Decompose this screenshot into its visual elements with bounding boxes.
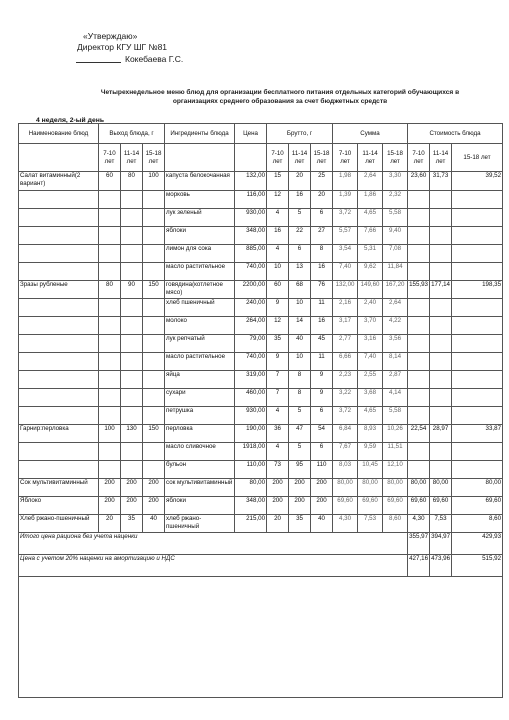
ingredient-gross: 10 [267,263,289,281]
ingredient-price: 885,00 [235,245,267,263]
ingredient-sum: 10,45 [358,461,383,479]
ingredient-gross: 200 [289,497,311,515]
table-row [19,209,503,227]
ingredient-name: яблоки [165,497,235,515]
ingredient-gross: 16 [267,227,289,245]
dish-output: 200 [143,479,165,497]
empty-area [19,577,503,698]
ingredient-sum: 7,40 [333,263,358,281]
ingredient-gross: 36 [267,425,289,443]
ingredient-sum: 11,51 [383,443,408,461]
total-value: 355,97 [408,533,430,555]
dish-cost: 80,00 [452,479,503,497]
ingredient-sum: 4,22 [383,317,408,335]
ingredient-gross: 11 [311,299,333,317]
table-row [19,443,503,461]
ingredient-gross: 35 [267,335,289,353]
ingredient-sum: 5,58 [383,407,408,425]
dish-output: 200 [143,497,165,515]
table-row [19,461,503,479]
table-row [19,515,503,533]
ingredient-price: 240,00 [235,299,267,317]
total-markup-label: Цена с учетом 20% наценки на амортизацию и НДС [19,555,408,577]
ingredient-gross: 27 [311,227,333,245]
dish-name: Яблоко [19,497,99,515]
ingredient-price: 79,00 [235,335,267,353]
ingredient-price: 348,00 [235,227,267,245]
ingredient-sum: 8,03 [333,461,358,479]
signature-line [76,62,121,63]
col-sum: Сумма [333,124,408,144]
table-row [19,389,503,407]
ingredient-sum: 5,31 [358,245,383,263]
table-row [19,407,503,425]
ingredient-gross: 6 [311,407,333,425]
dish-cost: 177,14 [430,281,452,299]
ingredient-sum: 8,14 [383,353,408,371]
ingredient-name: лимон для сока [165,245,235,263]
ingredient-price: 116,00 [235,191,267,209]
ingredient-gross: 9 [267,299,289,317]
ingredient-price: 2200,00 [235,281,267,299]
total-label: Итого цена рациона без учета наценки [19,533,408,555]
ingredient-sum: 6,84 [333,425,358,443]
dish-output: 200 [99,497,121,515]
dish-output: 60 [99,172,121,191]
ingredient-gross: 9 [267,353,289,371]
ingredient-gross: 54 [311,425,333,443]
ingredient-sum: 4,65 [358,209,383,227]
ingredient-sum: 12,10 [383,461,408,479]
ingredient-gross: 10 [289,353,311,371]
ingredient-gross: 6 [311,209,333,227]
dish-cost: 28,97 [430,425,452,443]
ingredient-sum: 2,16 [333,299,358,317]
table-row [19,172,503,191]
dish-cost: 155,93 [408,281,430,299]
dish-output: 90 [121,281,143,299]
ingredient-gross: 4 [267,245,289,263]
ingredient-sum: 80,00 [358,479,383,497]
ingredient-sum: 69,60 [358,497,383,515]
table-row [19,191,503,209]
ingredient-gross: 7 [267,389,289,407]
ingredient-sum: 149,60 [358,281,383,299]
ingredient-sum: 5,57 [333,227,358,245]
dish-cost: 39,52 [452,172,503,191]
age-empty-1 [19,144,99,172]
ingredient-sum: 3,16 [358,335,383,353]
ingredient-sum: 9,59 [358,443,383,461]
age-out-3: 15-18 лет [143,144,165,172]
dish-name: Гарнир:перловка [19,425,99,443]
age-out-1: 7-10 лет [99,144,121,172]
ingredient-gross: 110 [311,461,333,479]
ingredient-name: хлеб ржано-пшеничный [165,515,235,533]
age-gross-1: 7-10 лет [267,144,289,172]
ingredient-sum: 132,00 [333,281,358,299]
ingredient-price: 110,00 [235,461,267,479]
col-name: Наименование блюд [19,124,99,144]
ingredient-name: хлеб пшеничный [165,299,235,317]
ingredient-gross: 73 [267,461,289,479]
dish-cost: 69,60 [430,497,452,515]
ingredient-price: 190,00 [235,425,267,443]
ingredient-sum: 167,20 [383,281,408,299]
ingredient-name: сухари [165,389,235,407]
ingredient-name: масло растительное [165,263,235,281]
dish-output: 150 [143,425,165,443]
ingredient-sum: 7,40 [358,353,383,371]
dish-output: 200 [121,497,143,515]
dish-output: 40 [143,515,165,533]
ingredient-price: 215,00 [235,515,267,533]
table-row [19,281,503,299]
table-row [19,425,503,443]
dish-cost: 4,30 [408,515,430,533]
ingredient-gross: 16 [289,191,311,209]
week-label: 4 неделя, 2-ый день [36,117,105,124]
ingredient-gross: 10 [289,299,311,317]
table-row [19,227,503,245]
dish-output: 200 [121,479,143,497]
total-markup-value: 515,92 [452,555,503,577]
ingredient-sum: 3,72 [333,407,358,425]
age-empty-2 [165,144,235,172]
age-gross-2: 11-14 лет [289,144,311,172]
ingredient-gross: 16 [311,263,333,281]
ingredient-sum: 5,58 [383,209,408,227]
dish-cost: 69,60 [408,497,430,515]
ingredient-sum: 3,54 [333,245,358,263]
dish-output: 130 [121,425,143,443]
total-value: 429,93 [452,533,503,555]
ingredient-gross: 40 [311,515,333,533]
ingredient-sum: 7,67 [333,443,358,461]
ingredient-sum: 8,60 [383,515,408,533]
age-cost-1: 7-10 лет [408,144,430,172]
ingredient-gross: 68 [289,281,311,299]
ingredient-sum: 1,86 [358,191,383,209]
ingredient-gross: 5 [289,443,311,461]
ingredient-gross: 76 [311,281,333,299]
ingredient-sum: 2,55 [358,371,383,389]
ingredient-sum: 4,30 [333,515,358,533]
table-row [19,353,503,371]
ingredient-sum: 7,53 [358,515,383,533]
director-label: Директор КГУ ШГ №81 [77,42,168,52]
dish-output: 100 [99,425,121,443]
ingredient-name: петрушка [165,407,235,425]
ingredient-sum: 3,68 [358,389,383,407]
ingredient-sum: 2,32 [383,191,408,209]
ingredient-price: 80,00 [235,479,267,497]
ingredient-sum: 2,87 [383,371,408,389]
ingredient-gross: 4 [267,443,289,461]
dish-name: Салат витаминный(2 вариант) [19,172,99,191]
ingredient-sum: 2,40 [358,299,383,317]
ingredient-gross: 5 [289,209,311,227]
ingredient-name: яйца [165,371,235,389]
ingredient-price: 740,00 [235,353,267,371]
table-row [19,317,503,335]
dish-output: 35 [121,515,143,533]
ingredient-price: 930,00 [235,209,267,227]
ingredient-sum: 69,60 [333,497,358,515]
ingredient-price: 930,00 [235,407,267,425]
col-gross: Брутто, г [267,124,333,144]
ingredient-sum: 3,70 [358,317,383,335]
age-gross-3: 15-18 лет [311,144,333,172]
ingredient-gross: 200 [289,479,311,497]
ingredient-sum: 9,40 [383,227,408,245]
ingredient-gross: 4 [267,407,289,425]
table-row [19,335,503,353]
ingredient-gross: 14 [289,317,311,335]
dish-name: Хлеб ржано-пшеничный [19,515,99,533]
ingredient-gross: 20 [267,515,289,533]
ingredient-sum: 2,64 [383,299,408,317]
ingredient-gross: 95 [289,461,311,479]
total-markup-row [19,555,503,577]
col-output: Выход блюда, г [99,124,165,144]
table-row [19,245,503,263]
ingredient-name: лук зеленый [165,209,235,227]
ingredient-gross: 13 [289,263,311,281]
ingredient-name: бульон [165,461,235,479]
ingredient-name: сок мультивитаминный [165,479,235,497]
dish-output: 80 [121,172,143,191]
total-row [19,533,503,555]
ingredient-sum: 9,62 [358,263,383,281]
dish-cost: 31,73 [430,172,452,191]
ingredient-gross: 12 [267,191,289,209]
ingredient-gross: 45 [311,335,333,353]
ingredient-sum: 6,66 [333,353,358,371]
age-sum-3: 15-18 лет [383,144,408,172]
ingredient-gross: 16 [311,317,333,335]
ingredient-gross: 60 [267,281,289,299]
ingredient-gross: 8 [289,371,311,389]
signature-name: Кокебаева Г.С. [125,54,184,64]
ingredient-sum: 80,00 [383,479,408,497]
table-row [19,497,503,515]
dish-output: 200 [99,479,121,497]
ingredient-sum: 4,65 [358,407,383,425]
col-cost: Стоимость блюда [408,124,503,144]
table-row [19,299,503,317]
dish-output: 150 [143,281,165,299]
age-sum-2: 11-14 лет [358,144,383,172]
ingredient-gross: 8 [289,389,311,407]
ingredient-gross: 5 [289,407,311,425]
approve-label: «Утверждаю» [83,31,138,41]
dish-output: 20 [99,515,121,533]
ingredient-gross: 9 [311,371,333,389]
ingredient-gross: 200 [311,497,333,515]
ingredient-sum: 1,98 [333,172,358,191]
ingredient-name: перловка [165,425,235,443]
ingredient-name: масло растительное [165,353,235,371]
age-cost-2: 11-14 лет [430,144,452,172]
ingredient-gross: 11 [311,353,333,371]
ingredient-gross: 6 [289,245,311,263]
ingredient-name: капуста белокочанная [165,172,235,191]
ingredient-sum: 3,72 [333,209,358,227]
age-empty-3 [235,144,267,172]
dish-cost: 22,54 [408,425,430,443]
dish-output: 80 [99,281,121,299]
total-markup-value: 427,16 [408,555,430,577]
ingredient-name: яблоки [165,227,235,245]
age-cost-3: 15-18 лет [452,144,503,172]
ingredient-name: говядина(котлетное мясо) [165,281,235,299]
ingredient-price: 264,00 [235,317,267,335]
ingredient-gross: 200 [267,479,289,497]
ingredient-gross: 22 [289,227,311,245]
dish-cost: 7,53 [430,515,452,533]
ingredient-gross: 200 [267,497,289,515]
ingredient-price: 319,00 [235,371,267,389]
ingredient-gross: 12 [267,317,289,335]
dish-cost: 80,00 [408,479,430,497]
ingredient-name: лук репчатый [165,335,235,353]
dish-cost: 8,60 [452,515,503,533]
ingredient-price: 460,00 [235,389,267,407]
col-price: Цена [235,124,267,144]
ingredient-sum: 4,14 [383,389,408,407]
ingredient-price: 348,00 [235,497,267,515]
total-value: 394,97 [430,533,452,555]
dish-cost: 80,00 [430,479,452,497]
dish-cost: 198,35 [452,281,503,299]
ingredient-gross: 9 [311,389,333,407]
age-sum-1: 7-10 лет [333,144,358,172]
ingredient-sum: 1,39 [333,191,358,209]
ingredient-sum: 3,56 [383,335,408,353]
ingredient-gross: 7 [267,371,289,389]
ingredient-sum: 3,22 [333,389,358,407]
ingredient-price: 740,00 [235,263,267,281]
ingredient-name: масло сливочное [165,443,235,461]
ingredient-sum: 7,08 [383,245,408,263]
ingredient-gross: 200 [311,479,333,497]
menu-table [18,123,503,698]
dish-cost: 33,87 [452,425,503,443]
ingredient-sum: 10,26 [383,425,408,443]
dish-output: 100 [143,172,165,191]
table-row [19,263,503,281]
dish-name: Зразы рубленые [19,281,99,299]
ingredient-gross: 40 [289,335,311,353]
ingredient-sum: 7,66 [358,227,383,245]
dish-cost: 69,60 [452,497,503,515]
ingredient-name: морковь [165,191,235,209]
ingredient-gross: 35 [289,515,311,533]
ingredient-gross: 15 [267,172,289,191]
dish-cost: 23,60 [408,172,430,191]
page-title: Четырехнедельное меню блюд для организации бесплатного питания отдельных категорий обучающихся в организациях среднего образования за счет бюджетных средств [100,89,460,105]
ingredient-price: 1918,00 [235,443,267,461]
age-out-2: 11-14 лет [121,144,143,172]
table-row [19,371,503,389]
ingredient-gross: 6 [311,443,333,461]
ingredient-gross: 20 [289,172,311,191]
ingredient-gross: 47 [289,425,311,443]
ingredient-sum: 2,23 [333,371,358,389]
ingredient-gross: 8 [311,245,333,263]
ingredient-sum: 2,77 [333,335,358,353]
ingredient-sum: 8,93 [358,425,383,443]
dish-name: Сок мультивитаминный [19,479,99,497]
ingredient-sum: 3,17 [333,317,358,335]
ingredient-gross: 20 [311,191,333,209]
col-ingredients: Ингредиенты блюда [165,124,235,144]
ingredient-sum: 69,60 [383,497,408,515]
ingredient-gross: 25 [311,172,333,191]
total-markup-value: 473,96 [430,555,452,577]
ingredient-sum: 11,84 [383,263,408,281]
ingredient-name: молоко [165,317,235,335]
ingredient-sum: 3,30 [383,172,408,191]
ingredient-sum: 2,64 [358,172,383,191]
ingredient-price: 132,00 [235,172,267,191]
ingredient-gross: 4 [267,209,289,227]
table-row [19,479,503,497]
ingredient-sum: 80,00 [333,479,358,497]
